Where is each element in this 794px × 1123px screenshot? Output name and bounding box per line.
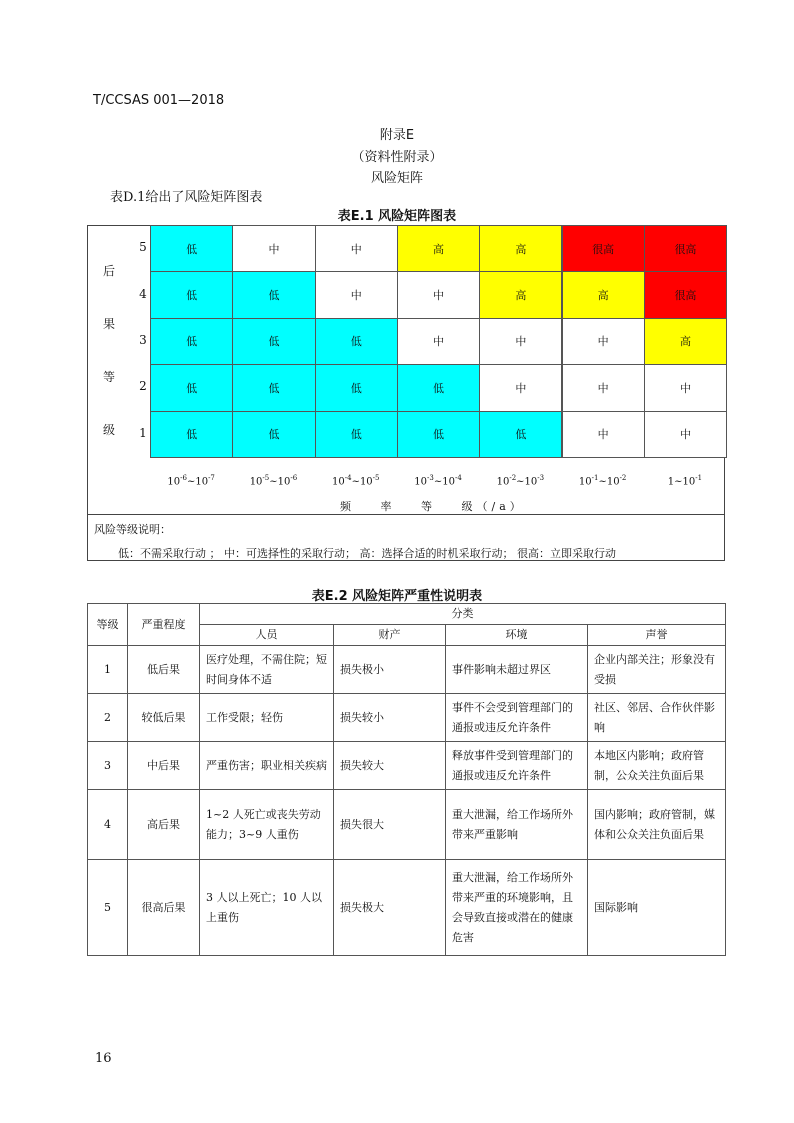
y-axis-title-char: 后	[102, 264, 115, 278]
cell-environment: 事件影响未超过界区	[446, 646, 588, 694]
x-tick-label: $10^{-1}\sim 10^{-2}$	[578, 474, 627, 488]
risk-cell: 很高	[644, 271, 727, 318]
appendix-title: 附录E	[379, 128, 415, 143]
y-level-label: 2	[139, 379, 147, 394]
risk-cell: 低	[150, 225, 233, 272]
cell-property: 损失较大	[334, 742, 446, 790]
cell-property: 损失较小	[334, 694, 446, 742]
y-axis-title	[100, 265, 118, 477]
cell-reputation: 社区、邻居、合作伙伴影响	[588, 694, 726, 742]
risk-cell: 低	[315, 318, 398, 365]
cell-level: 2	[88, 694, 128, 742]
x-tick-label: $10^{-6}\sim 10^{-7}$	[167, 474, 215, 488]
cell-level: 4	[88, 790, 128, 860]
header-reputation: 声誉	[588, 625, 726, 646]
cell-reputation: 国际影响	[588, 860, 726, 956]
table1-caption: 表E.1 风险矩阵图表	[337, 209, 457, 224]
risk-cell: 低	[315, 364, 398, 411]
risk-cell: 低	[315, 411, 398, 458]
cell-people: 3 人以上死亡；10 人以上重伤	[200, 860, 334, 956]
header-environment: 环境	[446, 625, 588, 646]
appendix-type: （资料性附录）	[351, 150, 443, 165]
y-axis-title-char: 级	[102, 423, 115, 437]
page-number: 16	[95, 1051, 112, 1066]
cell-severity: 较低后果	[128, 694, 200, 742]
cell-level: 5	[88, 860, 128, 956]
legend-title: 风险等级说明：	[94, 523, 171, 536]
x-tick-label: $10^{-4}\sim 10^{-5}$	[332, 474, 380, 488]
x-tick-label: $10^{-5}\sim 10^{-6}$	[249, 474, 298, 488]
y-axis-title-char: 等	[102, 370, 115, 384]
header-level: 等级	[88, 604, 128, 646]
cell-environment: 重大泄漏，给工作场所外带来严重的环境影响，且会导致直接或潜在的健康危害	[446, 860, 588, 956]
risk-cell: 低	[479, 411, 562, 458]
appendix-name: 风险矩阵	[370, 171, 423, 186]
header-category: 分类	[200, 604, 726, 625]
table2-caption: 表E.2 风险矩阵严重性说明表	[311, 589, 483, 604]
table-row	[88, 860, 726, 956]
risk-cell: 中	[315, 271, 398, 318]
risk-cell: 低	[397, 411, 480, 458]
risk-cell: 很高	[644, 225, 727, 272]
legend-text: 低：不需采取行动 ； 中：可选择性的采取行动； 高：选择合适的时机采取行动； 很高：立即采取行动	[118, 547, 616, 560]
risk-cell: 低	[232, 271, 315, 318]
y-axis-title-char: 果	[102, 317, 115, 331]
table-row	[88, 790, 726, 860]
cell-reputation: 本地区内影响；政府管制，公众关注负面后果	[588, 742, 726, 790]
y-level-label: 5	[139, 240, 147, 255]
cell-environment: 释放事件受到管理部门的通报或违反允许条件	[446, 742, 588, 790]
table-row	[88, 694, 726, 742]
cell-people: 1~2 人死亡或丧失劳动能力；3~9 人重伤	[200, 790, 334, 860]
x-tick-label: $10^{-2}\sim 10^{-3}$	[496, 474, 545, 488]
x-axis-title: 频 率 等 级（/a）	[340, 500, 525, 513]
risk-cell: 高	[479, 271, 562, 318]
y-level-label: 4	[139, 286, 147, 301]
header-property: 财产	[334, 625, 446, 646]
cell-severity: 高后果	[128, 790, 200, 860]
cell-property: 损失很大	[334, 790, 446, 860]
cell-severity: 低后果	[128, 646, 200, 694]
cell-people: 医疗处理，不需住院；短时间身体不适	[200, 646, 334, 694]
cell-reputation: 企业内部关注；形象没有受损	[588, 646, 726, 694]
y-level-label: 1	[139, 425, 147, 440]
risk-cell: 中	[644, 411, 727, 458]
cell-environment: 重大泄漏，给工作场所外带来严重影响	[446, 790, 588, 860]
risk-cell: 中	[315, 225, 398, 272]
intro-text: 表D.1给出了风险矩阵图表	[110, 190, 263, 205]
table-row	[88, 742, 726, 790]
risk-cell: 高	[562, 271, 645, 318]
risk-cell: 中	[232, 225, 315, 272]
cell-level: 3	[88, 742, 128, 790]
risk-cell: 低	[150, 411, 233, 458]
risk-cell: 中	[479, 364, 562, 411]
y-level-label: 3	[139, 333, 147, 347]
risk-cell: 低	[150, 364, 233, 411]
cell-reputation: 国内影响；政府管制，媒体和公众关注负面后果	[588, 790, 726, 860]
cell-people: 严重伤害；职业相关疾病	[200, 742, 334, 790]
risk-cell: 中	[644, 364, 727, 411]
severity-table	[87, 603, 726, 956]
risk-cell: 中	[479, 318, 562, 365]
risk-cell: 低	[150, 271, 233, 318]
risk-cell: 高	[397, 225, 480, 272]
risk-cell: 中	[397, 318, 480, 365]
cell-severity: 很高后果	[128, 860, 200, 956]
cell-property: 损失极大	[334, 860, 446, 956]
risk-cell: 高	[479, 225, 562, 272]
risk-matrix-divider	[87, 514, 725, 515]
cell-people: 工作受限；轻伤	[200, 694, 334, 742]
risk-cell: 低	[232, 318, 315, 365]
x-tick-label: $1\sim 10^{-1}$	[667, 474, 703, 488]
risk-cell: 中	[397, 271, 480, 318]
risk-cell: 高	[644, 318, 727, 365]
risk-cell: 低	[397, 364, 480, 411]
x-tick-label: $10^{-3}\sim 10^{-4}$	[414, 474, 462, 488]
cell-property: 损失极小	[334, 646, 446, 694]
table-row	[88, 646, 726, 694]
header-people: 人员	[200, 625, 334, 646]
cell-environment: 事件不会受到管理部门的通报或违反允许条件	[446, 694, 588, 742]
risk-cell: 中	[562, 411, 645, 458]
cell-level: 1	[88, 646, 128, 694]
header-severity: 严重程度	[128, 604, 200, 646]
document-code: T/CCSAS 001—2018	[93, 93, 225, 108]
risk-cell: 低	[232, 364, 315, 411]
risk-cell: 很高	[562, 225, 645, 272]
cell-severity: 中后果	[128, 742, 200, 790]
risk-cell: 中	[562, 318, 645, 365]
risk-cell: 中	[562, 364, 645, 411]
risk-cell: 低	[232, 411, 315, 458]
risk-cell: 低	[150, 318, 233, 365]
